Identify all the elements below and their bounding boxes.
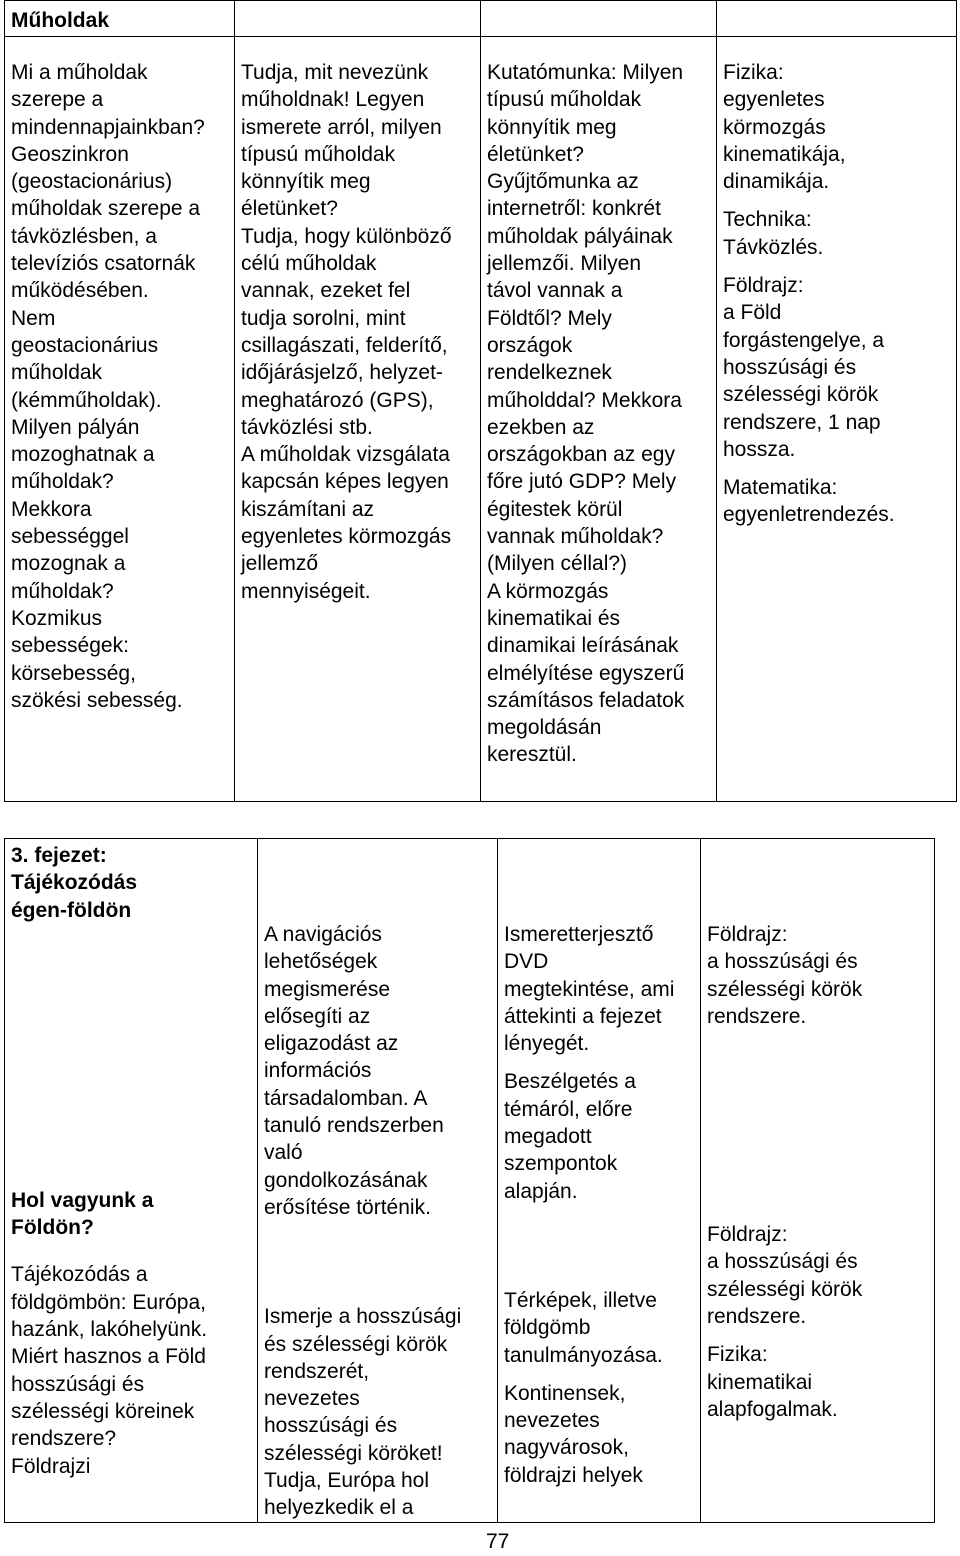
topic-heading: Hol vagyunk a Földön? <box>11 1188 154 1240</box>
topics-text: Mi a műholdak szerepe a mindennapjainkban? Geoszinkron (geostacionárius) műholdak szerepe a távközlésben, a televíziós csatornák működésében. Nem geostacionárius műholdak (kémműholdak). Milyen pályán mozoghatnak a műholdak? Mekkora sebességgel mozognak a műholdak? Kozmikus sebességek: körsebesség, szökési sebesség. <box>11 61 205 712</box>
latitude-requirements: Ismerje a hosszúsági és szélességi körök rendszerét, nevezetes hosszúsági és szélességi köröket! Tudja, Európa hol helyezkedik el a <box>264 1305 462 1520</box>
connection-geography-3: Földrajz: a hosszúsági és szélességi körök rendszere. <box>707 1223 863 1329</box>
section-title-cell <box>5 1 235 37</box>
connections-cell-2 <box>701 839 935 1523</box>
section-title: Műholdak <box>11 9 109 32</box>
dvd-activity: Ismeretterjesztő DVD megtekintése, ami áttekinti a fejezet lényegét. <box>504 923 675 1056</box>
requirements-text: Tudja, mit nevezünk műholdnak! Legyen ismerete arról, milyen típusú műholdak könnyítik meg életünket? Tudja, hogy különböző célú műholdak vannak, ezeket fel tudja sorolni, mint csillagászati, felderítő, időjárásjelző, helyzet- meghatározó (GPS), távközlési stb. A műholdak vizsgálata kapcsán képes legyen kiszámítani az egyenletes körmozgás jellemző mennyiségeit. <box>241 61 452 603</box>
connection-geography: Földrajz: a Föld forgástengelye, a hosszúsági és szélességi körök rendszere, 1 nap hossza. <box>723 274 885 461</box>
satellites-table <box>4 0 957 802</box>
connection-geography-2: Földrajz: a hosszúsági és szélességi körök rendszere. <box>707 923 863 1028</box>
connection-physics-2: Fizika: kinematikai alapfogalmak. <box>707 1343 838 1421</box>
connection-technology: Technika: Távközlés. <box>723 208 824 259</box>
collection-task: Gyűjtőmunka az internetről: konkrét műholdak pályáinak jellemzői. Milyen távol vannak a Földtől? Mely országok rendelkeznek műholddal? Mekkora ezekben az országokban az egy főre jutó GDP? Mely égitestek körül vannak műholdak? (Milyen céllal?) A körmozgás kinematikai és dinamikai leírásának elmélyítése egyszerű számításos feladatok megoldásán keresztül. <box>487 170 685 767</box>
map-activity: Térképek, illetve földgömb tanulmányozása. <box>504 1288 663 1367</box>
orientation-topics: Tájékozódás a földgömbön: Európa, hazánk, lakóhelyünk. Miért hasznos a Föld hosszúsági és szélességi köreinek rendszere? Földrajzi <box>11 1263 208 1478</box>
navigation-text: A navigációs lehetőségek megismerése elősegíti az eligazodást az információs társadalomban. A tanuló rendszerben való gondolkozásának erősítése történik. <box>264 923 444 1219</box>
connection-math: Matematika: egyenletrendezés. <box>723 476 895 527</box>
page-number: 77 <box>486 1530 510 1553</box>
activities-cell-2 <box>498 839 701 1523</box>
connections-cell <box>717 37 957 802</box>
chapter-title: 3. fejezet: Tájékozódás égen-földön <box>11 844 138 922</box>
activities-cell <box>481 37 717 802</box>
research-task: Kutatómunka: Milyen típusú műholdak könnyítik meg életünket? <box>487 61 684 166</box>
orientation-table <box>4 838 935 1523</box>
continents-activity: Kontinensek, nevezetes nagyvárosok, földrajzi helyek <box>504 1381 643 1487</box>
requirements-cell <box>235 37 481 802</box>
discussion-activity: Beszélgetés a témáról, előre megadott szempontok alapján. <box>504 1070 636 1203</box>
connection-physics: Fizika: egyenletes körmozgás kinematikája, dinamikája. <box>723 61 846 194</box>
requirements-cell-2 <box>258 839 498 1523</box>
chapter-cell <box>5 839 258 1523</box>
topics-cell <box>5 37 235 802</box>
